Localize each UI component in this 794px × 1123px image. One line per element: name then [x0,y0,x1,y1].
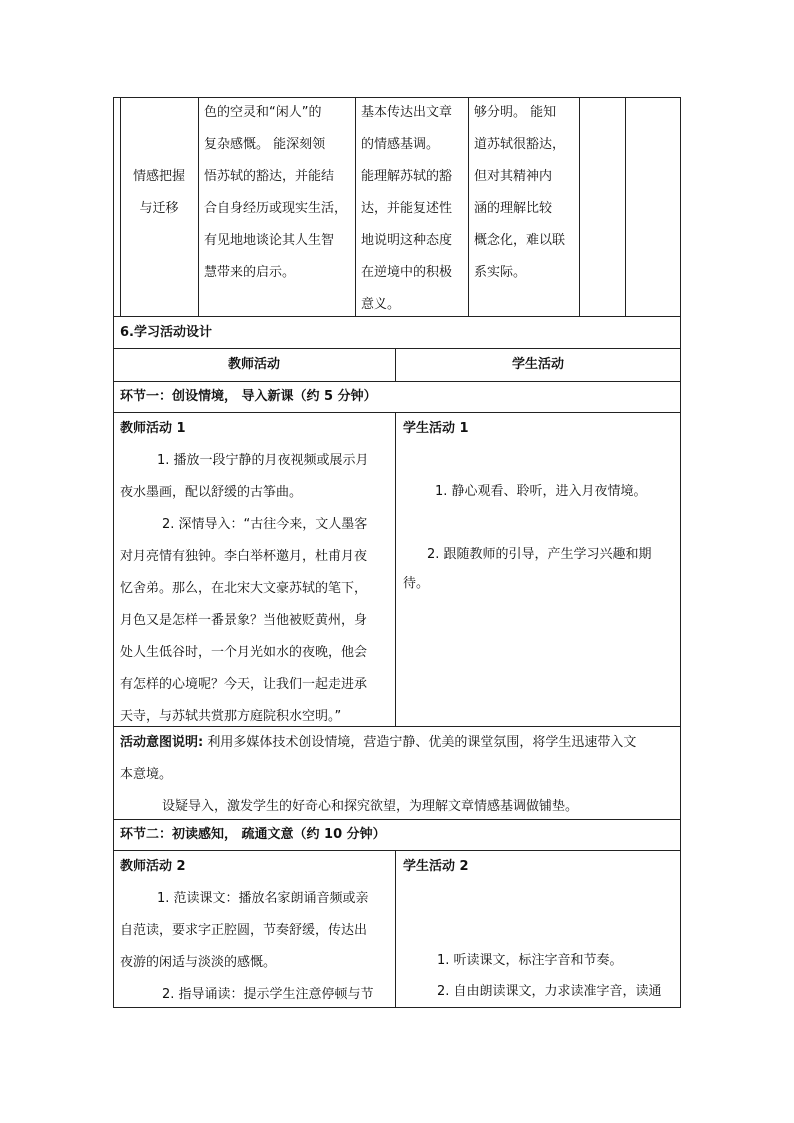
criterion-label-line: 情感把握 [132,169,185,184]
cell-line: 慧带来的启示。 [204,265,296,280]
table-border [625,97,626,316]
cell-line: 色的空灵和“闲人”的 [204,105,322,120]
cell-line: 有见地地谈论其人生智 [204,233,335,248]
intent-text: 设疑导入，激发学生的好奇心和探究欲望，为理解文章情感基调做铺垫。 [162,799,579,814]
cell-line: 合自身经历或现实生活， [204,201,348,216]
cell-line: 对月亮情有独钟。李白举杯邀月，杜甫月夜 [120,549,368,564]
activity-heading: 教师活动 2 [120,859,186,874]
cell-line: 系实际。 [474,265,527,280]
cell-line: 复杂感慨。 能深刻领 [204,137,326,152]
cell-line: 达，并能复述性 [361,201,453,216]
teacher-column-header: 教师活动 [227,357,280,372]
activity-intent [120,727,636,823]
cell-line: 1. 范读课文：播放名家朗诵音频或亲 [157,891,369,906]
level-good-cell [361,97,452,321]
teacher-activity-cell [120,413,369,733]
cell-line: 忆舍弟。那么，在北宋大文豪苏轼的笔下， [120,581,368,596]
student-activity-line: 2. 自由朗读课文，力求读准字音，读通 [437,984,662,999]
activity-heading: 学生活动 2 [403,859,469,874]
criterion-label [120,161,198,225]
cell-line: 基本传达出文章 [361,105,453,120]
section-title: 6.学习活动设计 [120,325,212,340]
cell-line: 自范读，要求字正腔圆，节奏舒缓，传达出 [120,923,368,938]
table-border [113,97,114,1008]
table-border [468,97,469,316]
cell-line: 在逆境中的积极 [361,265,453,280]
intent-label: 活动意图说明: [120,735,204,750]
cell-line: 涵的理解比较 [474,201,553,216]
cell-line: 夜游的闲适与淡淡的感慨。 [120,955,277,970]
level-excellent-cell [204,97,347,289]
table-border [198,97,199,316]
table-border [395,850,396,1008]
student-activity-line: 待。 [403,576,430,591]
teacher-activity-cell [120,851,374,1011]
cell-line: 道苏轼很豁达， [474,137,566,152]
table-border [680,97,681,1008]
level-pass-cell [474,97,565,289]
cell-line: 2. 深情导入：“古往今来，文人墨客 [162,517,368,532]
intent-text: 本意境。 [120,767,173,782]
student-activity-line: 2. 跟随教师的引导，产生学习兴趣和期 [427,547,652,562]
cell-line: 概念化，难以联 [474,233,566,248]
cell-line: 2. 指导诵读：提示学生注意停顿与节 [162,987,374,1002]
cell-line: 1. 播放一段宁静的月夜视频或展示月 [157,453,369,468]
cell-line: 夜水墨画，配以舒缓的古筝曲。 [120,485,303,500]
cell-line: 月色又是怎样一番景象？当他被贬黄州，身 [120,613,368,628]
cell-line: 有怎样的心境呢？今天，让我们一起走进承 [120,677,368,692]
activity-heading: 学生活动 1 [403,421,469,436]
activity-heading: 教师活动 1 [120,421,186,436]
student-activity-line: 1. 听读课文，标注字音和节奏。 [437,953,623,968]
student-column-header: 学生活动 [511,357,564,372]
student-activity-line: 1. 静心观看、聆听，进入月夜情境。 [435,484,647,499]
cell-line: 意义。 [361,297,401,312]
cell-line: 能理解苏轼的豁 [361,169,453,184]
table-border [579,97,580,316]
intent-text: 利用多媒体技术创设情境，营造宁静、优美的课堂氛围，将学生迅速带入文 [207,735,637,750]
cell-line: 地说明这种态度 [361,233,453,248]
stage-title: 环节一：创设情境， 导入新课（约 5 分钟） [120,389,377,404]
table-border [395,412,396,726]
cell-line: 处人生低谷时，一个月光如水的夜晚，他会 [120,645,368,660]
stage-title: 环节二：初读感知， 疏通文意（约 10 分钟） [120,827,386,842]
table-border [355,97,356,316]
cell-line: 的情感基调。 [361,137,440,152]
cell-line: 悟苏轼的豁达，并能结 [204,169,335,184]
cell-line: 天寺，与苏轼共赏那方庭院积水空明。” [120,709,342,724]
cell-line: 但对其精神内 [474,169,553,184]
cell-line: 够分明。 能知 [474,105,557,120]
criterion-label-line: 与迁移 [139,201,179,216]
